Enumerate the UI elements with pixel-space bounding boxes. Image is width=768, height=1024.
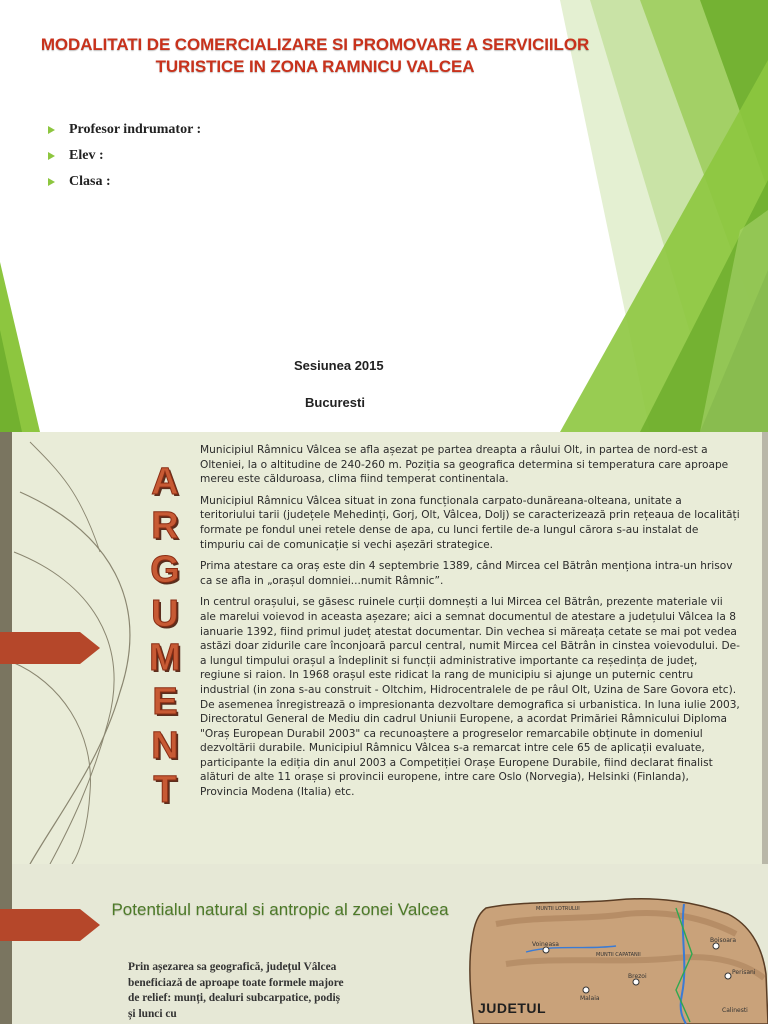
right-border [762, 432, 768, 864]
map-place-label: Malaia [580, 995, 600, 1002]
list-item [48, 122, 201, 148]
map-place-label: MUNTII CAPATANII [596, 952, 641, 958]
presentation-title: MODALITATI DE COMERCIALIZARE SI PROMOVARE A SERVICIILOR TURISTICE IN ZONA RAMNICU VALCEA [40, 35, 590, 76]
triangle-bullet-icon [48, 178, 55, 186]
class-label: Clasa : [69, 174, 111, 189]
map-place-label: Perisani [732, 969, 756, 976]
heading-letter: R [151, 505, 179, 547]
student-label: Elev : [69, 148, 104, 163]
city-text: Bucuresti [305, 395, 365, 410]
list-item [48, 148, 201, 174]
details-list [48, 122, 201, 200]
potential-slide [0, 864, 768, 1024]
paragraph: Prima atestare ca oraș este din 4 septembrie 1389, când Mircea cel Bătrân menționa intra-un hrisov ca se afla in „orașul domniei...numit Râmnic”. [200, 560, 733, 587]
heading-letter: A [151, 461, 179, 503]
map-place-label: Boisoara [710, 937, 737, 944]
heading-letter: G [150, 549, 180, 591]
heading-letter: T [153, 769, 177, 811]
argument-slide [0, 432, 768, 864]
title-slide [0, 0, 768, 432]
slide-title: Potentialul natural si antropic al zonei Valcea [111, 900, 449, 919]
heading-letter: U [151, 593, 179, 635]
heading-letter: E [152, 681, 178, 723]
map-place-label: MUNTII LOTRULUI [536, 906, 580, 912]
paragraph: Municipiul Râmnicu Vâlcea se afla așezat pe partea dreapta a râului Olt, in partea de nord-est a Olteniei, la o altitudine de 240-260 m. Poziția sa geografica determina si temperatura care aproape mereu este călduroasa, clima fiind temperat continentala. [200, 444, 729, 486]
triangle-bullet-icon [48, 152, 55, 160]
heading-letter: N [151, 725, 179, 767]
paragraph: In centrul orașului, se găsesc ruinele curții domnești a lui Mircea cel Bătrân, prezente materiale vii ale marelui voievod in aceasta așezare; aici a semnat documentul de atestare a județului Vâlcea la 8 ianuarie 1392, fiind primul județ atestat documentar. Din vechea si măreața cetate se mai pot vedea astăzi doar zidurile care înconjoară parcul central, numit Mircea cel Bătrân in cinstea voievodului. De-a lungul timpului orașul a îndeplinit si funcții administrative importante ca reședința de județ, regiune si raion. In 1968 orașul este ridicat la rang de municipiu si ajunge un puternic centru industrial (in zona s-au construit - Oltchim, Hidrocentralele de pe râul Olt, Uzina de Sare Govora etc). De asemenea înregistrează o impresionanta dezvoltare demografica si urbanistica. In luna iulie 2003, Directoratul General de Mediu din cadrul Uniunii Europene, a acordat Primăriei Râmnicului Diploma "Oraș European Durabil 2003" ca recunoaștere a progreselor remarcabile obținute in domeniul dezvoltării durabile. Municipiul Râmnicu Vâlcea s-a remarcat intre cele 65 de aplicații evaluate, participante la ediția din anul 2003 a Competiției Orașe Europene Durabile, fiind declarat finalist alături de alte 11 orașe si provincii europene, intre care Oslo (Norvegia), Helsinki (Finlanda), Provincia Modena (Italia) etc. [200, 596, 740, 799]
list-item [48, 174, 201, 200]
slide-body-text: Prin așezarea sa geografică, județul Vâlcea beneficiază de aproape toate formele majore de relief: munți, dealuri subcarpatice, podiș și lunci cu [128, 961, 344, 1020]
argument-body [200, 443, 740, 807]
teacher-label: Profesor indrumator : [69, 122, 202, 137]
left-border [0, 864, 12, 1024]
map-place-label: Calinesti [722, 1007, 748, 1014]
triangle-bullet-icon [48, 126, 55, 134]
heading-letter: M [149, 637, 181, 679]
session-text: Sesiunea 2015 [294, 358, 384, 373]
argument-heading [142, 460, 188, 812]
map-place-label: Voineasa [532, 941, 559, 948]
map-place-label: Brezoi [628, 973, 647, 980]
map-label: JUDETUL [478, 1000, 547, 1016]
paragraph: Municipiul Râmnicu Vâlcea situat in zona funcționala carpato-dunăreana-olteana, unitate a teritoriului tarii (județele Mehedinți, Gorj, Olt, Vâlcea, Dolj) se caracterizează prin rețeaua de localități formate pe fondul unei retele dense de apa, cu lunci fertile de-a lungul cărora s-au instalat de timpuriu cai de comunicație si vechi așezări strategice. [200, 494, 740, 551]
